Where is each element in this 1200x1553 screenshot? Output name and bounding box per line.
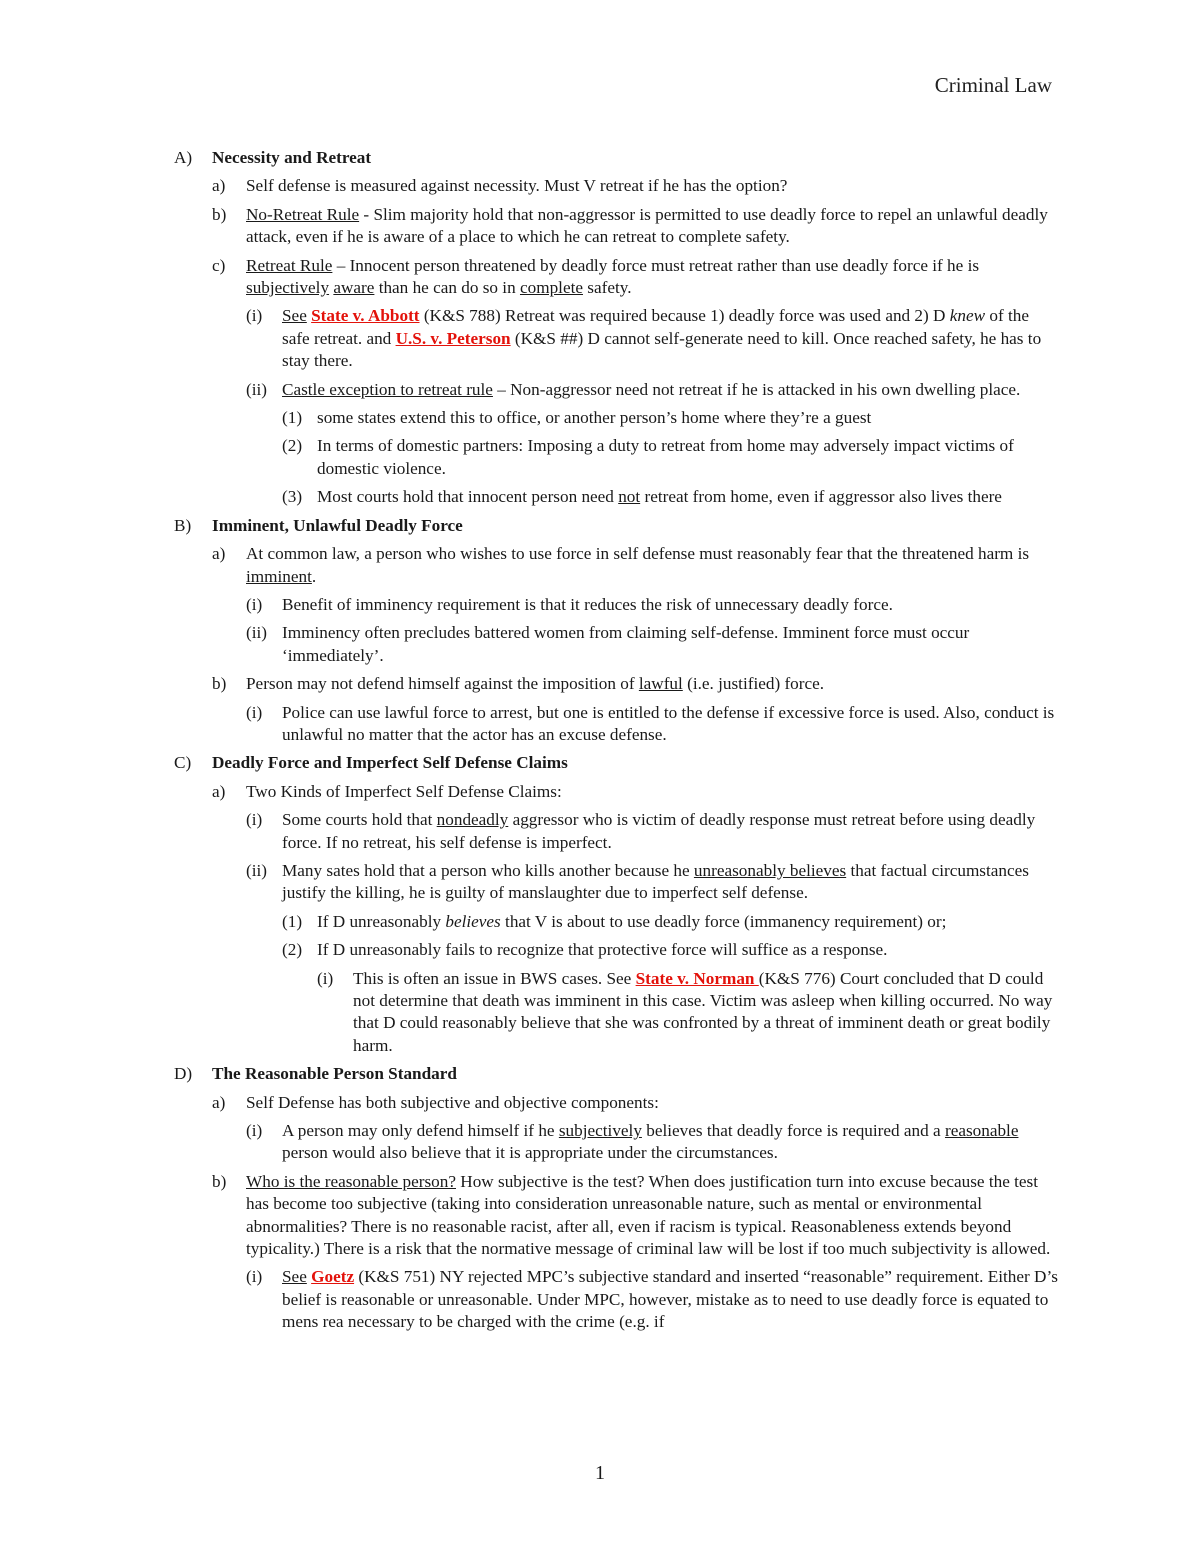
subitem-marker: (i) <box>246 594 263 614</box>
subitem-text: Many sates hold that a person who kills another because he <box>282 860 694 880</box>
section-marker: C) <box>174 753 192 773</box>
subpoint-text: (K&S 776) Court concluded that D could not determine that death was imminent in this case. Victim was asleep when killing occurred. No way that D could reasonably believe that she was confronted by a threat of imminent death or great bodily harm. <box>353 968 1053 1055</box>
point-text: In terms of domestic partners: Imposing a duty to retreat from home may adversely impact victims of domestic violence. <box>317 436 1014 478</box>
term-castle-exception: Castle exception to retreat rule <box>282 379 493 399</box>
item-text: safety. <box>582 278 632 298</box>
subitem-text: (K&S 751) NY rejected MPC’s subjective standard and inserted “reasonable” requirement. Either D’s belief is reasonable or unreasonable. Under MPC, however, mistake as to need to use deadly force is equated to mens rea necessary to be charged with the crime (e.g. if <box>282 1267 1058 1332</box>
case-link-us-v-peterson[interactable]: U.S. v. Peterson <box>395 328 511 348</box>
section-c-item-a <box>0 781 1056 803</box>
subitem-text: believes that deadly force is required and a <box>641 1121 945 1141</box>
section-a-ii-point-2 <box>0 435 1059 480</box>
section-c-a-subitem-i <box>0 809 1058 854</box>
point-marker: (3) <box>282 487 303 507</box>
subitem-marker: (i) <box>246 702 263 722</box>
item-text: - Slim majority hold that non-aggressor is permitted to use deadly force to repel an unlawful deadly attack, even if he is aware of a place to which he can retreat to complete safety. <box>246 204 1048 247</box>
subitem-marker: (i) <box>246 1267 263 1287</box>
subitem-text: A person may only defend himself if he <box>282 1121 559 1141</box>
subitem-text: (K&S ##) D cannot self-generate need to kill. Once reached safety, he has to stay there. <box>282 328 1042 371</box>
case-link-state-v-norman[interactable]: State v. Norman <box>635 968 759 988</box>
running-header: Criminal Law <box>934 73 1052 97</box>
item-text: Self defense is measured against necessity. Must V retreat if he has the option? <box>246 176 788 196</box>
section-title: Necessity and Retreat <box>212 148 372 167</box>
subitem-text: Police can use lawful force to arrest, but one is entitled to the defense if excessive force is used. Also, conduct is unlawful no matter that the actor has an excuse defense. <box>282 702 1055 744</box>
subitem-marker: (ii) <box>246 860 267 880</box>
emphasis-knew: knew <box>949 306 986 326</box>
section-b-item-b <box>0 673 1056 695</box>
section-title: Imminent, Unlawful Deadly Force <box>212 515 463 535</box>
point-text: Most courts hold that innocent person need <box>317 487 619 507</box>
section-marker: B) <box>174 515 192 535</box>
point-text: If D unreasonably <box>317 911 446 931</box>
section-a-heading <box>0 147 1200 169</box>
term-reasonable-person: Who is the reasonable person? <box>246 1171 456 1191</box>
section-b-item-a <box>0 543 1056 588</box>
emphasis-subjectively: subjectively <box>558 1121 642 1141</box>
section-c-ii-point-2 <box>0 939 1059 961</box>
term-no-retreat-rule: No-Retreat Rule <box>246 204 360 224</box>
subitem-marker: (i) <box>246 306 263 326</box>
item-marker: c) <box>212 255 226 275</box>
case-link-state-v-abbott[interactable]: State v. Abbott <box>311 306 420 326</box>
item-marker: b) <box>212 674 227 694</box>
point-marker: (2) <box>282 940 303 960</box>
emphasis-complete: complete <box>519 278 583 298</box>
section-title: The Reasonable Person Standard <box>212 1064 457 1084</box>
section-b-a-subitem-ii <box>0 622 1058 667</box>
subitem-text: – Non-aggressor need not retreat if he is attacked in his own dwelling place. <box>492 379 1021 399</box>
section-a-c-subitem-i <box>0 305 1058 372</box>
emphasis-not: not <box>618 487 641 507</box>
subitem-text: person would also believe that it is appropriate under the circumstances. <box>282 1143 778 1163</box>
item-text: Two Kinds of Imperfect Self Defense Claims: <box>246 781 562 801</box>
subitem-text: that factual circumstances justify the killing, he is guilty of manslaughter due to imperfect self defense. <box>282 860 1029 903</box>
section-marker: D) <box>174 1064 193 1084</box>
item-marker: a) <box>212 1092 226 1112</box>
section-a-c-subitem-ii <box>0 379 1058 401</box>
subitem-text: Some courts hold that <box>282 810 437 830</box>
item-text: How subjective is the test? When does justification turn into excuse because the test has become too subjective (taking into consideration unreasonable nature, such as mental or environmental abnormalities? There is no reasonable racist, after all, even if racism is typical. Reasonableness extends beyond typicality.) There is a risk that the normative message of criminal law will be lost if too much subjectivity is allowed. <box>246 1171 1051 1259</box>
subpoint-marker: (i) <box>317 968 334 988</box>
item-marker: a) <box>212 544 226 564</box>
emphasis-imminent: imminent <box>246 566 312 586</box>
subitem-marker: (i) <box>246 1121 263 1141</box>
section-title: Deadly Force and Imperfect Self Defense Claims <box>212 753 568 773</box>
emphasis-believes: believes <box>445 911 501 931</box>
page-number: 1 <box>595 1462 605 1484</box>
section-b-heading <box>0 515 1200 537</box>
term-retreat-rule: Retreat Rule <box>246 255 333 275</box>
section-a-item-a <box>0 175 1056 197</box>
point-marker: (2) <box>282 436 303 456</box>
item-text: (i.e. justified) force. <box>682 674 825 694</box>
point-text: some states extend this to office, or another person’s home where they’re a guest <box>317 408 872 428</box>
subitem-text: Benefit of imminency requirement is that it reduces the risk of unnecessary deadly force. <box>282 594 893 614</box>
point-text: If D unreasonably fails to recognize that protective force will suffice as a response. <box>317 940 888 960</box>
section-marker: A) <box>174 148 193 167</box>
subitem-text: Imminency often precludes battered women from claiming self-defense. Imminent force must occur ‘immediately’. <box>282 623 970 665</box>
section-c-a-subitem-ii <box>0 860 1058 905</box>
section-d-heading <box>0 1063 1200 1085</box>
item-text: . <box>311 566 317 586</box>
outline-content <box>0 147 1200 1340</box>
section-c-ii-point-1 <box>0 911 1059 933</box>
item-marker: b) <box>212 1171 227 1191</box>
section-c-heading <box>0 752 1200 774</box>
point-marker: (1) <box>282 911 303 931</box>
section-d-item-a <box>0 1092 1056 1114</box>
section-a-ii-point-3 <box>0 486 1059 508</box>
see-reference: See <box>282 306 307 326</box>
section-a-ii-point-1 <box>0 407 1059 429</box>
item-text: than he can do so in <box>374 278 520 298</box>
subitem-text: aggressor who is victim of deadly response must retreat before using deadly force. If no retreat, his self defense is imperfect. <box>282 810 1036 852</box>
subitem-text: of the safe retreat. and <box>282 306 1030 348</box>
case-link-goetz[interactable]: Goetz <box>311 1267 355 1287</box>
section-d-a-subitem-i <box>0 1120 1058 1165</box>
section-d-item-b <box>0 1171 1056 1261</box>
subitem-marker: (ii) <box>246 623 267 643</box>
see-reference: See <box>282 1267 307 1287</box>
emphasis-lawful: lawful <box>638 674 683 694</box>
item-marker: a) <box>212 781 226 801</box>
section-b-a-subitem-i <box>0 594 1058 616</box>
emphasis-reasonable: reasonable <box>944 1121 1019 1141</box>
section-d-b-subitem-i <box>0 1266 1058 1333</box>
emphasis-unreasonably-believes: unreasonably believes <box>693 860 847 880</box>
emphasis-aware: aware <box>333 278 375 298</box>
point-marker: (1) <box>282 408 303 428</box>
subitem-marker: (i) <box>246 810 263 830</box>
section-b-b-subitem-i <box>0 702 1058 747</box>
section-a-item-b <box>0 204 1056 249</box>
subpoint-text: This is often an issue in BWS cases. See <box>353 968 636 988</box>
item-text: Self Defense has both subjective and objective components: <box>246 1092 659 1112</box>
emphasis-nondeadly: nondeadly <box>436 810 509 830</box>
subitem-marker: (ii) <box>246 379 267 399</box>
item-marker: b) <box>212 204 227 224</box>
point-text: retreat from home, even if aggressor also lives there <box>640 487 1002 507</box>
item-text: At common law, a person who wishes to use force in self defense must reasonably fear that the threatened harm is <box>246 544 1030 564</box>
item-text: – Innocent person threatened by deadly force must retreat rather than use deadly force if he is <box>332 255 980 275</box>
item-text: Person may not defend himself against the imposition of <box>246 674 639 694</box>
subitem-text: (K&S 788) Retreat was required because 1) deadly force was used and 2) D <box>419 306 950 326</box>
emphasis-subjectively: subjectively <box>246 278 330 298</box>
item-marker: a) <box>212 176 226 196</box>
point-text: that V is about to use deadly force (immanency requirement) or; <box>500 911 947 931</box>
section-c-ii-2-subpoint-i <box>0 968 1059 1058</box>
section-a-item-c <box>0 255 1056 300</box>
